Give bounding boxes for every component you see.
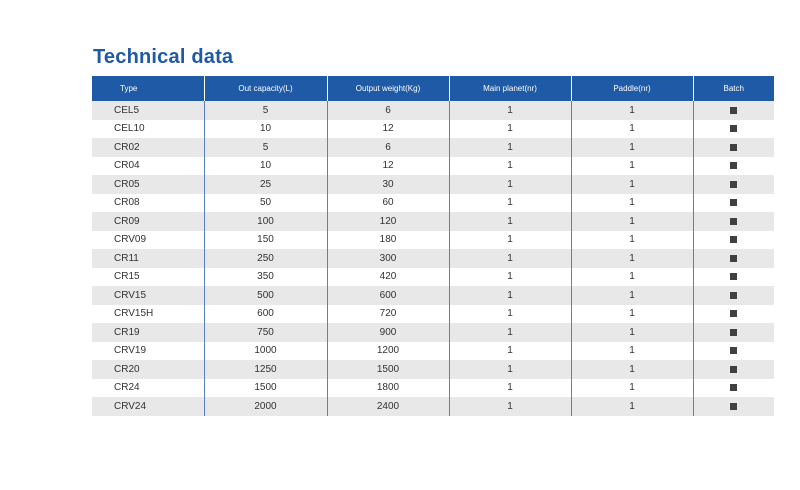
cell-paddle: 1 (571, 268, 693, 287)
cell-batch (693, 379, 774, 398)
cell-paddle: 1 (571, 397, 693, 416)
cell-batch (693, 342, 774, 361)
batch-square-icon (730, 107, 737, 114)
cell-type: CRV09 (92, 231, 204, 250)
batch-square-icon (730, 162, 737, 169)
table-row (92, 305, 774, 324)
cell-paddle: 1 (571, 194, 693, 213)
batch-square-icon (730, 199, 737, 206)
batch-square-icon (730, 273, 737, 280)
table-row (92, 120, 774, 139)
cell-type: CRV15 (92, 286, 204, 305)
cell-type: CR02 (92, 138, 204, 157)
cell-out-capacity: 500 (204, 286, 327, 305)
cell-output-weight: 12 (327, 120, 449, 139)
cell-out-capacity: 250 (204, 249, 327, 268)
table-row (92, 212, 774, 231)
cell-out-capacity: 5 (204, 101, 327, 120)
cell-type: CR11 (92, 249, 204, 268)
cell-batch (693, 231, 774, 250)
cell-paddle: 1 (571, 286, 693, 305)
cell-paddle: 1 (571, 212, 693, 231)
cell-batch (693, 157, 774, 176)
cell-output-weight: 600 (327, 286, 449, 305)
batch-square-icon (730, 292, 737, 299)
cell-out-capacity: 600 (204, 305, 327, 324)
header-row (92, 76, 774, 101)
cell-output-weight: 60 (327, 194, 449, 213)
cell-out-capacity: 25 (204, 175, 327, 194)
batch-square-icon (730, 347, 737, 354)
cell-type: CR08 (92, 194, 204, 213)
cell-output-weight: 6 (327, 101, 449, 120)
cell-out-capacity: 1500 (204, 379, 327, 398)
cell-output-weight: 30 (327, 175, 449, 194)
cell-paddle: 1 (571, 360, 693, 379)
cell-paddle: 1 (571, 305, 693, 324)
cell-main-planet: 1 (449, 138, 571, 157)
cell-type: CRV24 (92, 397, 204, 416)
cell-paddle: 1 (571, 249, 693, 268)
cell-type: CR15 (92, 268, 204, 287)
cell-main-planet: 1 (449, 175, 571, 194)
cell-batch (693, 120, 774, 139)
cell-batch (693, 101, 774, 120)
cell-main-planet: 1 (449, 342, 571, 361)
cell-main-planet: 1 (449, 194, 571, 213)
cell-paddle: 1 (571, 175, 693, 194)
batch-square-icon (730, 403, 737, 410)
cell-output-weight: 720 (327, 305, 449, 324)
cell-batch (693, 268, 774, 287)
cell-type: CRV15H (92, 305, 204, 324)
cell-type: CR05 (92, 175, 204, 194)
cell-output-weight: 1500 (327, 360, 449, 379)
cell-main-planet: 1 (449, 305, 571, 324)
batch-square-icon (730, 366, 737, 373)
cell-paddle: 1 (571, 231, 693, 250)
batch-square-icon (730, 310, 737, 317)
cell-batch (693, 305, 774, 324)
table-body (92, 101, 774, 416)
cell-output-weight: 420 (327, 268, 449, 287)
batch-square-icon (730, 236, 737, 243)
cell-output-weight: 900 (327, 323, 449, 342)
cell-output-weight: 2400 (327, 397, 449, 416)
cell-type: CR24 (92, 379, 204, 398)
table-header (92, 76, 774, 101)
cell-out-capacity: 100 (204, 212, 327, 231)
table-row (92, 231, 774, 250)
cell-type: CR04 (92, 157, 204, 176)
batch-square-icon (730, 125, 737, 132)
cell-batch (693, 323, 774, 342)
cell-out-capacity: 150 (204, 231, 327, 250)
cell-main-planet: 1 (449, 212, 571, 231)
cell-batch (693, 360, 774, 379)
cell-type: CR09 (92, 212, 204, 231)
cell-out-capacity: 10 (204, 157, 327, 176)
cell-paddle: 1 (571, 138, 693, 157)
cell-main-planet: 1 (449, 249, 571, 268)
header-main-planet: Main planet(nr) (449, 76, 571, 101)
batch-square-icon (730, 384, 737, 391)
cell-output-weight: 6 (327, 138, 449, 157)
table-row (92, 379, 774, 398)
cell-main-planet: 1 (449, 323, 571, 342)
cell-main-planet: 1 (449, 397, 571, 416)
table-row (92, 323, 774, 342)
batch-square-icon (730, 218, 737, 225)
table-row (92, 268, 774, 287)
cell-out-capacity: 350 (204, 268, 327, 287)
batch-square-icon (730, 181, 737, 188)
cell-out-capacity: 750 (204, 323, 327, 342)
cell-main-planet: 1 (449, 268, 571, 287)
cell-output-weight: 180 (327, 231, 449, 250)
cell-main-planet: 1 (449, 379, 571, 398)
cell-type: CEL10 (92, 120, 204, 139)
cell-paddle: 1 (571, 323, 693, 342)
cell-output-weight: 12 (327, 157, 449, 176)
cell-out-capacity: 1000 (204, 342, 327, 361)
cell-type: CR19 (92, 323, 204, 342)
cell-main-planet: 1 (449, 231, 571, 250)
batch-square-icon (730, 255, 737, 262)
cell-out-capacity: 50 (204, 194, 327, 213)
technical-data-table (92, 76, 774, 416)
table-row (92, 175, 774, 194)
header-output-weight: Output weight(Kg) (327, 76, 449, 101)
table-row (92, 360, 774, 379)
header-batch: Batch (693, 76, 774, 101)
cell-batch (693, 397, 774, 416)
cell-main-planet: 1 (449, 120, 571, 139)
cell-output-weight: 1800 (327, 379, 449, 398)
cell-paddle: 1 (571, 101, 693, 120)
header-paddle: Paddle(nr) (571, 76, 693, 101)
header-out-capacity: Out capacity(L) (204, 76, 327, 101)
cell-output-weight: 300 (327, 249, 449, 268)
cell-out-capacity: 1250 (204, 360, 327, 379)
cell-batch (693, 194, 774, 213)
cell-output-weight: 1200 (327, 342, 449, 361)
table-row (92, 157, 774, 176)
cell-type: CRV19 (92, 342, 204, 361)
page-title: Technical data (93, 46, 234, 68)
cell-paddle: 1 (571, 342, 693, 361)
table-row (92, 101, 774, 120)
cell-out-capacity: 10 (204, 120, 327, 139)
header-type: Type (92, 76, 204, 101)
table-row (92, 194, 774, 213)
table-row (92, 249, 774, 268)
batch-square-icon (730, 329, 737, 336)
cell-paddle: 1 (571, 379, 693, 398)
cell-paddle: 1 (571, 120, 693, 139)
cell-type: CR20 (92, 360, 204, 379)
cell-type: CEL5 (92, 101, 204, 120)
cell-paddle: 1 (571, 157, 693, 176)
cell-main-planet: 1 (449, 286, 571, 305)
cell-batch (693, 175, 774, 194)
batch-square-icon (730, 144, 737, 151)
table-row (92, 286, 774, 305)
cell-batch (693, 138, 774, 157)
cell-main-planet: 1 (449, 360, 571, 379)
cell-main-planet: 1 (449, 157, 571, 176)
table-row (92, 397, 774, 416)
cell-batch (693, 212, 774, 231)
table-row (92, 342, 774, 361)
cell-batch (693, 286, 774, 305)
cell-out-capacity: 5 (204, 138, 327, 157)
cell-out-capacity: 2000 (204, 397, 327, 416)
cell-batch (693, 249, 774, 268)
cell-output-weight: 120 (327, 212, 449, 231)
cell-main-planet: 1 (449, 101, 571, 120)
table-row (92, 138, 774, 157)
